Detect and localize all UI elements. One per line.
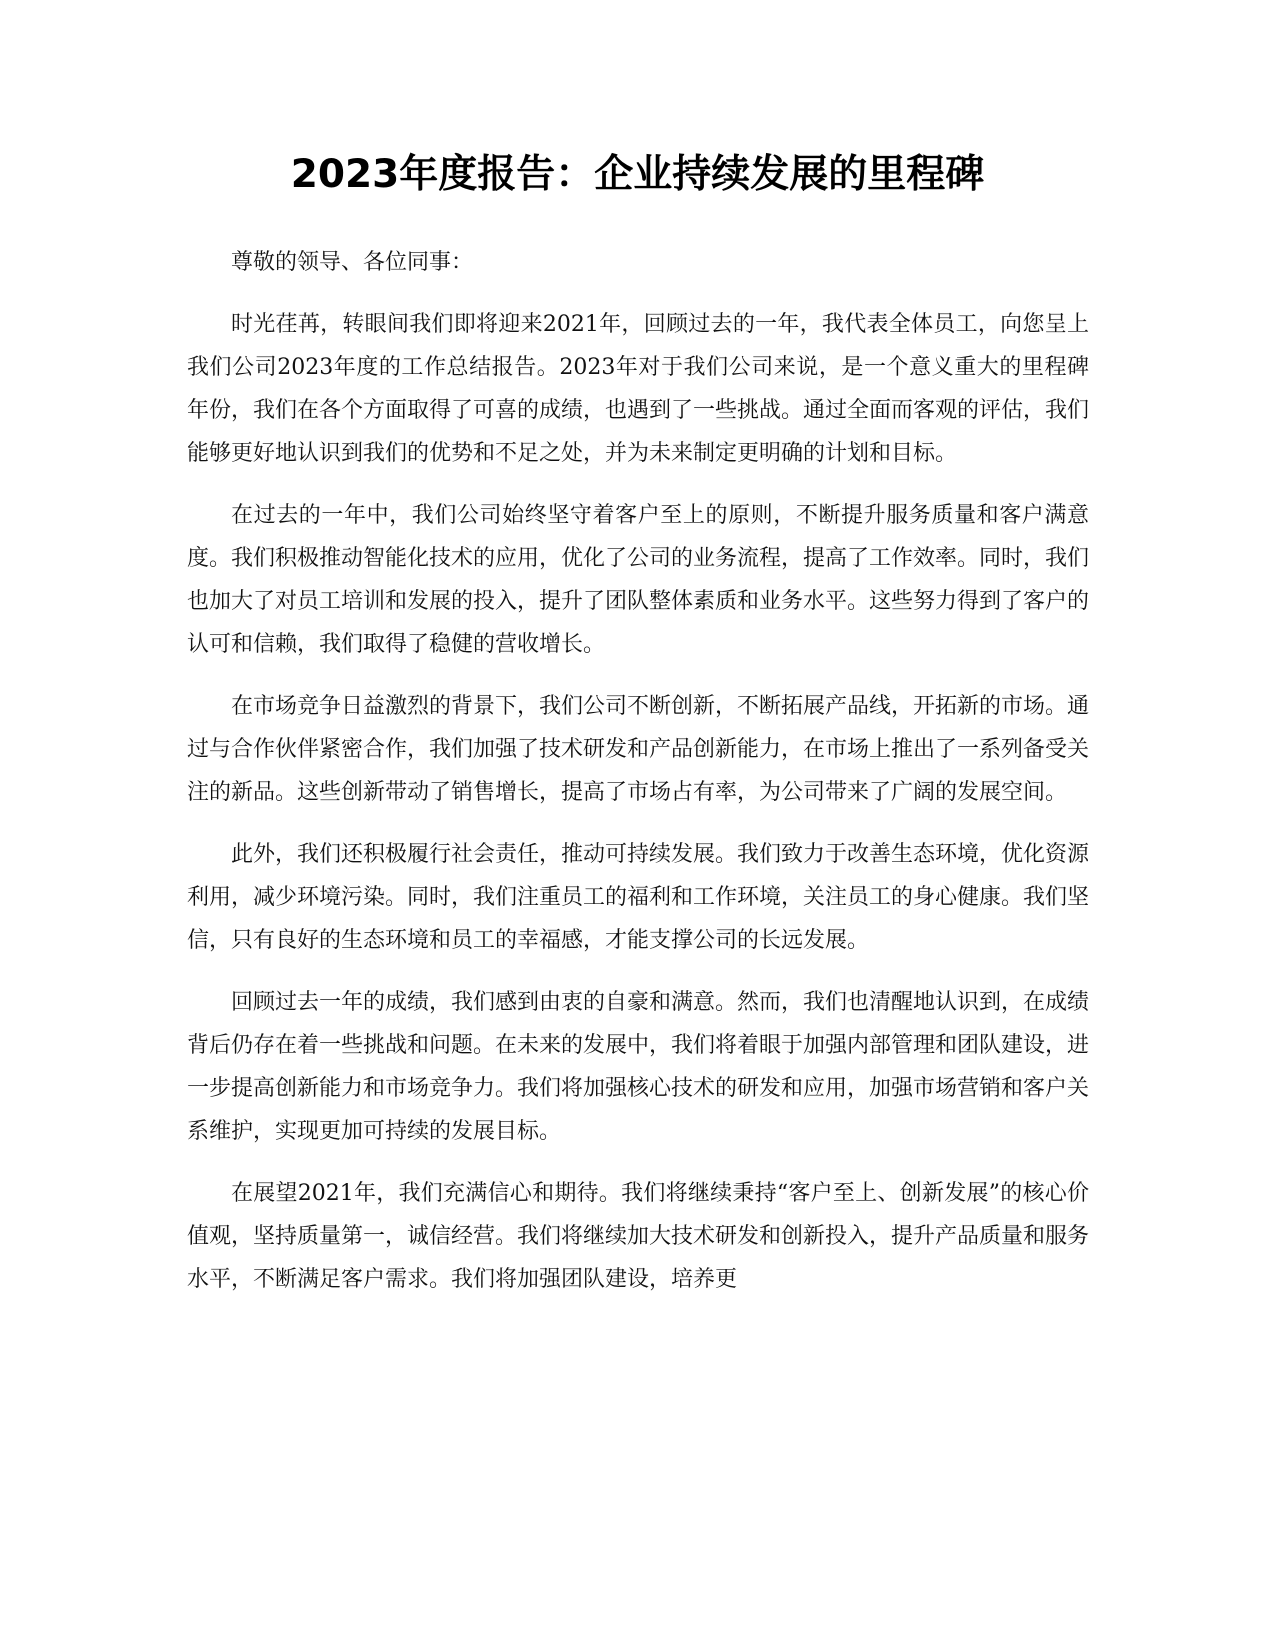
paragraph: 在过去的一年中，我们公司始终坚守着客户至上的原则，不断提升服务质量和客户满意度。我们积极推动智能化技术的应用，优化了公司的业务流程，提高了工作效率。同时，我们也加大了对员工培训和发展的投入，提升了团队整体素质和业务水平。这些努力得到了客户的认可和信赖，我们取得了稳健的营收增长。 <box>187 503 1090 657</box>
salutation: 尊敬的领导、各位同事： <box>231 250 474 275</box>
paragraph: 此外，我们还积极履行社会责任，推动可持续发展。我们致力于改善生态环境，优化资源利用，减少环境污染。同时，我们注重员工的福利和工作环境，关注员工的身心健康。我们坚信，只有良好的生态环境和员工的幸福感，才能支撑公司的长远发展。 <box>187 842 1090 953</box>
paragraph: 回顾过去一年的成绩，我们感到由衷的自豪和满意。然而，我们也清醒地认识到，在成绩背后仍存在着一些挑战和问题。在未来的发展中，我们将着眼于加强内部管理和团队建设，进一步提高创新能力和市场竞争力。我们将加强核心技术的研发和应用，加强市场营销和客户关系维护，实现更加可持续的发展目标。 <box>187 990 1090 1144</box>
document-body <box>187 241 1089 1320</box>
paragraph: 在市场竞争日益激烈的背景下，我们公司不断创新，不断拓展产品线，开拓新的市场。通过与合作伙伴紧密合作，我们加强了技术研发和产品创新能力，在市场上推出了一系列备受关注的新品。这些创新带动了销售增长，提高了市场占有率，为公司带来了广阔的发展空间。 <box>187 694 1090 805</box>
document-title: 2023年度报告：企业持续发展的里程碑 <box>290 152 985 197</box>
paragraph: 时光荏苒，转眼间我们即将迎来2021年，回顾过去的一年，我代表全体员工，向您呈上我们公司2023年度的工作总结报告。2023年对于我们公司来说，是一个意义重大的里程碑年份，我们在各个方面取得了可喜的成绩，也遇到了一些挑战。通过全面而客观的评估，我们能够更好地认识到我们的优势和不足之处，并为未来制定更明确的计划和目标。 <box>187 312 1090 466</box>
paragraph: 在展望2021年，我们充满信心和期待。我们将继续秉持“客户至上、创新发展”的核心价值观，坚持质量第一，诚信经营。我们将继续加大技术研发和创新投入，提升产品质量和服务水平，不断满足客户需求。我们将加强团队建设，培养更 <box>187 1181 1090 1292</box>
